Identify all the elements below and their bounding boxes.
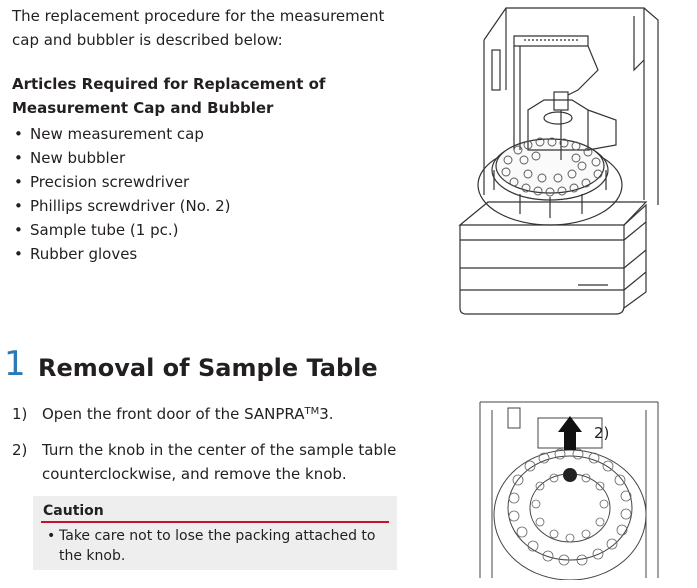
- instrument-illustration: [448, 0, 673, 318]
- arrow-label: 2): [594, 424, 610, 442]
- arrow-up-icon: [558, 416, 582, 450]
- step-number: 2): [12, 441, 28, 459]
- list-item: • Sample tube (1 pc.): [14, 218, 231, 242]
- procedure-steps: [12, 402, 402, 498]
- list-item: • Rubber gloves: [14, 242, 231, 266]
- caution-title: Caution: [43, 503, 104, 519]
- section-number: 1: [4, 344, 26, 384]
- knob-icon: [563, 468, 577, 482]
- step-text: Turn the knob in the center of the sample table counterclockwise, and remove the knob.: [42, 441, 397, 483]
- step-number: 1): [12, 405, 28, 423]
- list-item: • New measurement cap: [14, 122, 231, 146]
- intro-text: The replacement procedure for the measurement cap and bubbler is described below:: [12, 7, 385, 49]
- section-title: Removal of Sample Table: [38, 354, 378, 382]
- sample-table-illustration: [478, 400, 663, 580]
- list-item: • Phillips screwdriver (No. 2): [14, 194, 231, 218]
- list-item: • Precision screwdriver: [14, 170, 231, 194]
- articles-list: [14, 122, 231, 266]
- step-text-part: 3.: [319, 405, 334, 423]
- procedure-step: [12, 402, 402, 426]
- list-item: • New bubbler: [14, 146, 231, 170]
- procedure-step: [12, 438, 402, 486]
- step-text-part: Open the front door of the SANPRA: [42, 405, 305, 423]
- trademark-mark: TM: [304, 406, 320, 417]
- caution-box: [33, 496, 397, 570]
- caution-text: • Take care not to lose the packing attached to the knob.: [47, 526, 399, 566]
- step-text: [42, 402, 402, 426]
- articles-heading: Articles Required for Replacement of Measurement Cap and Bubbler: [12, 75, 326, 117]
- caution-divider: [41, 521, 389, 523]
